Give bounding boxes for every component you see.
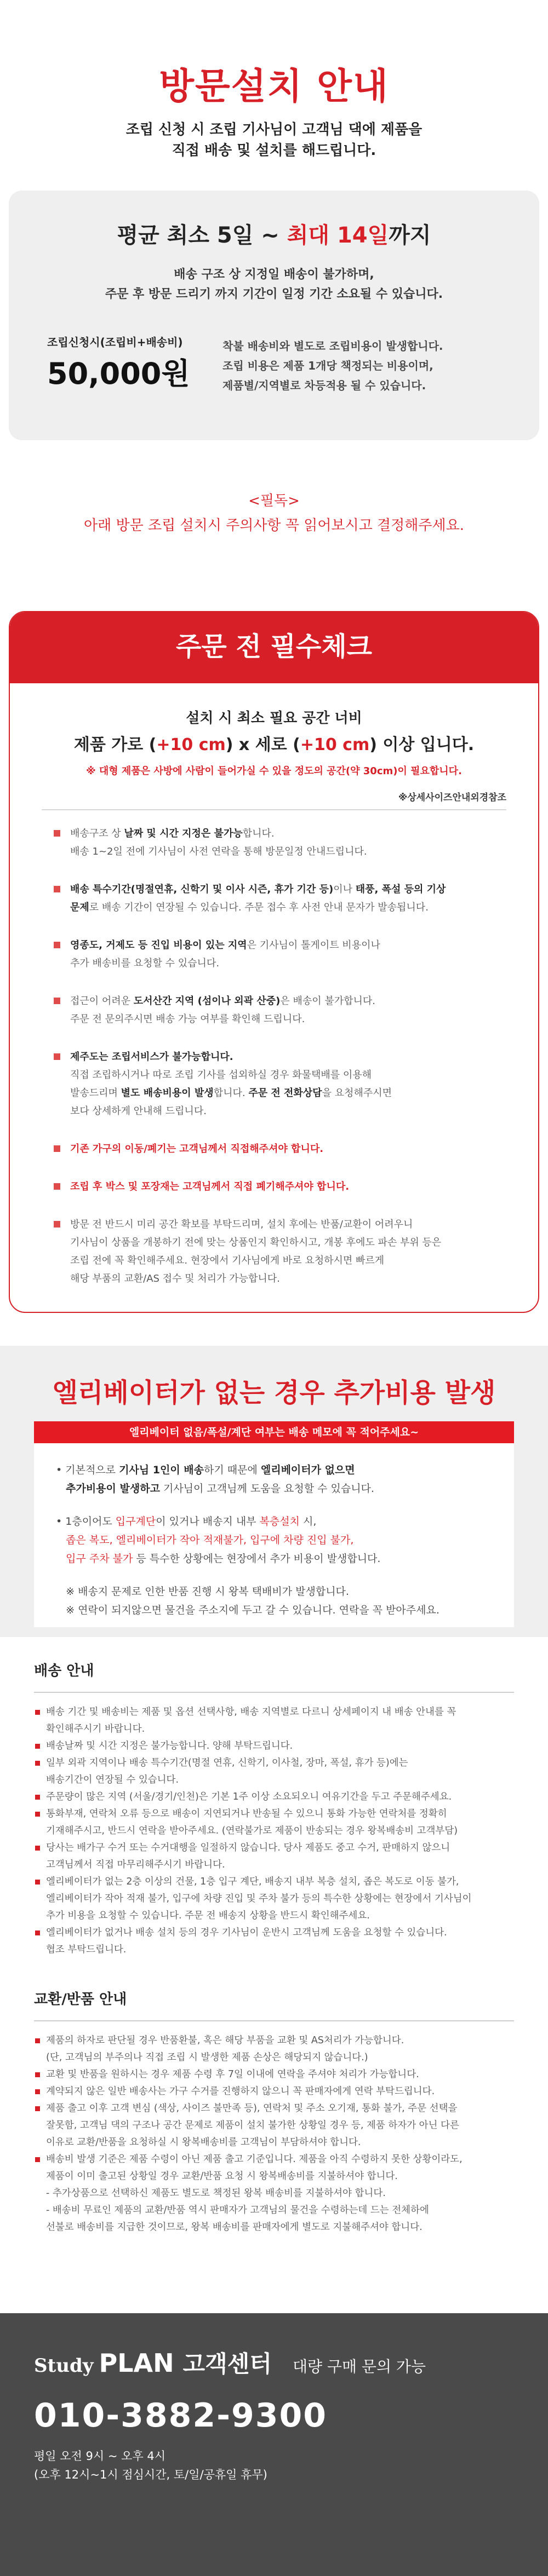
phone-number[interactable]: 010-3882-9300: [34, 2396, 328, 2435]
bullet-icon: [35, 1795, 40, 1800]
bold: 기사님 1인이 배송: [119, 1464, 204, 1476]
item-bold: 문제: [70, 902, 89, 913]
info-line: 일부 외곽 지역이나 배송 특수기간(명절 연휴, 신학기, 이사철, 장마, 폭설, 휴가 등)에는: [46, 1757, 408, 1768]
checklist-item: [54, 992, 506, 1028]
item-warning: 조립 후 박스 및 포장재는 고객님께서 직접 폐기해주셔야 합니다.: [70, 1181, 350, 1192]
delivery-info-title: 배송 안내: [34, 1660, 514, 1693]
red-text: 입구계단: [115, 1515, 156, 1528]
text: 등 특수한 상황에는 현장에서 추가 비용이 발생합니다.: [133, 1553, 381, 1565]
fee-note: 착불 배송비와 별도로 조립비용이 발생합니다.: [222, 339, 443, 353]
fee-note: 제품별/지역별로 차등적용 될 수 있습니다.: [222, 379, 426, 392]
indent: [56, 1483, 66, 1495]
assembly-fee-amount: 50,000원: [47, 356, 190, 391]
item-text: 접근이 어려운: [70, 995, 134, 1007]
delivery-info-section: [0, 1660, 548, 1989]
item-text: 은 기사님이 톨게이트 비용이나: [247, 940, 380, 951]
elevator-surcharge-section: [0, 1346, 548, 1637]
assembly-fee-notes: [222, 334, 443, 395]
assembly-fee-row: [9, 334, 539, 395]
checklist-header: [10, 612, 538, 683]
bold: 엘리베이터가 없으면: [260, 1464, 355, 1476]
checklist-item: [54, 880, 506, 917]
item-bold: 날짜 및 시간 지정은 불가능: [124, 828, 243, 839]
info-line: 제품의 하자로 판단될 경우 반품환불, 혹은 해당 부품을 교환 및 AS처리가 가능합니다.: [46, 2035, 404, 2046]
checklist-body: [10, 683, 538, 1288]
indent: [56, 1553, 66, 1565]
info-line: 계약되지 않은 일반 배송사는 가구 수거를 진행하지 않으니 꼭 판매자에게 연락 부탁드립니다.: [46, 2086, 435, 2097]
period-suffix: 까지: [389, 223, 431, 248]
info-line: 배송 기간 및 배송비는 제품 및 옵션 선택사항, 배송 지역별로 다르니 상세페이지 내 배송 안내를 꼭: [46, 1707, 456, 1718]
bullet-icon: [35, 2106, 40, 2111]
text: 1층이어도: [65, 1515, 116, 1528]
checklist-item: [54, 936, 506, 972]
item-bold: 배송 특수기간: [70, 884, 131, 895]
item-text: 합니다.: [213, 1087, 249, 1099]
item-text: 주문 전 문의주시면 배송 가능 여부를 확인해 드립니다.: [70, 1013, 305, 1025]
space-requirement-formula: [42, 733, 506, 758]
bullet-icon: [35, 1880, 40, 1885]
text: 시,: [300, 1515, 317, 1528]
text: ※ 연락이 되지않으면 물건을 주소지에 두고 갈 수 있습니다. 연락을 꼭 받아주세요.: [66, 1604, 439, 1616]
info-line: 엘리베이터가 없거나 배송 설치 등의 경우 기사님이 운반시 고객님께 도움을 요청할 수 있습니다.: [46, 1927, 447, 1938]
info-line: 배송비 발생 기준은 제품 수령이 아닌 제품 출고 기준입니다. 제품을 아직 수령하지 못한 상황이라도,: [46, 2154, 463, 2165]
item-bold: (명절연휴, 신학기 및 이사 시즌, 휴가 기간 등): [130, 884, 334, 895]
info-list-item: [34, 2100, 514, 2151]
bold: 추가비용이 발생하고: [66, 1483, 160, 1495]
bullet-icon: [35, 1761, 40, 1766]
fee-note: 조립 비용은 제품 1개당 책정되는 비용이며,: [222, 359, 433, 372]
info-list-item: [34, 1806, 514, 1840]
item-text: 발송드리며: [70, 1087, 121, 1099]
item-text: 이나: [333, 884, 356, 895]
text: 기본적으로: [65, 1464, 119, 1476]
hours-note: (오후 12시~1시 점심시간, 토/일/공휴일 휴무): [34, 2468, 267, 2481]
business-hours: [34, 2447, 548, 2484]
pre-order-checklist: [9, 611, 539, 1313]
hours-weekday: 평일 오전 9시 ~ 오후 4시: [34, 2450, 165, 2463]
exchange-info-section: [0, 1989, 548, 2313]
item-bold: 영종도, 거제도 등 진입 비용이 있는 지역: [70, 940, 247, 951]
text: ※ 배송지 문제로 인한 반품 진행 시 왕복 택배비가 발생합니다.: [66, 1586, 349, 1598]
red-text: 좁은 복도, 엘리베이터가 작아 적재불가, 입구에 차량 진입 불가,: [66, 1534, 354, 1546]
info-line: 잘못함, 고객님 댁의 구조나 공간 문제로 제품이 설치 불가한 상황일 경우 등, 제품 하자가 아닌 다른: [46, 2120, 459, 2131]
item-text: 추가 배송비를 요청할 수 있습니다.: [70, 958, 220, 969]
info-line: 제품 출고 이후 고객 변심 (색상, 사이즈 불만족 등), 연락처 및 주소 오기재, 통화 불가, 주문 선택을: [46, 2103, 458, 2114]
item-text: 직접 조립하시거나 따로 조립 기사를 섭외하실 경우 화물택배를 이용해: [70, 1069, 372, 1081]
info-line: 고객님께서 직접 마무리해주시기 바랍니다.: [46, 1859, 225, 1870]
bullet-icon: [35, 2089, 40, 2094]
hero-description: [0, 119, 548, 161]
bullet-icon: [54, 886, 60, 892]
info-list-item: [34, 1755, 514, 1789]
item-text: 배송 1~2일 전에 기사님이 사전 연락을 통해 방문일정 안내드립니다.: [70, 846, 367, 857]
info-line: 기재해주시고, 반드시 연락을 받아주세요. (연락불가로 제품이 반송되는 경우 왕복배송비 고객부담): [46, 1825, 458, 1836]
customer-center-footer: [0, 2313, 548, 2576]
info-line: 확인해주시기 바랍니다.: [46, 1724, 145, 1734]
space-requirement-title: 설치 시 최소 필요 공간 너비: [186, 710, 362, 727]
info-list-item: [34, 1840, 514, 1874]
info-line: 선불로 배송비를 지급한 것이므로, 왕복 배송비를 판매자에게 별도로 지불해주셔야 합니다.: [46, 2222, 423, 2233]
assembly-fee-label: 조립신청시(조립비+배송비): [47, 336, 183, 349]
size-reference-note: ※상세사이즈안내외경참조: [398, 792, 506, 803]
formula-width-margin: +10 cm: [156, 735, 226, 754]
info-list-item: [34, 2066, 514, 2083]
red-text: 복층설치: [259, 1515, 300, 1528]
bullet-icon: [35, 2072, 40, 2077]
exchange-info-title: 교환/반품 안내: [34, 1989, 514, 2021]
item-text: 합니다.: [242, 828, 275, 839]
bullet-icon: [54, 1053, 60, 1060]
info-line: 배송날짜 및 시간 지정은 불가능합니다. 양해 부탁드립니다.: [46, 1741, 293, 1751]
exchange-info-list: [34, 2021, 514, 2236]
customer-center-label: 고객센터: [182, 2350, 272, 2377]
bullet-icon: [54, 942, 60, 948]
info-line: 추가 비용을 요청할 수 있습니다. 주문 전 배송지 상황을 반드시 확인해주세요.: [46, 1910, 370, 1921]
checklist-item: [54, 825, 506, 861]
spacer: [56, 1498, 492, 1512]
info-list-item: [34, 1738, 514, 1755]
item-bold: 제주도는 조립서비스가 불가능합니다.: [70, 1051, 233, 1063]
info-line: 이유로 교환/반품을 요청하실 시 왕복배송비를 고객님이 부담하셔야 합니다.: [46, 2137, 361, 2148]
info-list-item: [34, 2151, 514, 2236]
item-text: 은 배송이 불가합니다.: [280, 995, 375, 1007]
item-text: 해당 부품의 교환/AS 접수 및 처리가 가능합니다.: [70, 1273, 280, 1284]
brand-logo-plan: PLAN: [99, 2348, 174, 2378]
formula-part: 제품 가로 (: [73, 735, 157, 754]
info-line: 통화부재, 연락처 오류 등으로 배송이 지연되거나 반송될 수 있으니 통화 가능한 연락처를 정확히: [46, 1808, 447, 1819]
delivery-period-desc: [9, 265, 539, 304]
checklist-item: [54, 1140, 506, 1158]
info-list-item: [34, 1874, 514, 1924]
bullet-icon: [54, 998, 60, 1004]
bullet-icon: [35, 1846, 40, 1851]
info-line: (단, 고객님의 부주의나 직접 조립 시 발생한 제품 손상은 해당되지 않습니다.): [46, 2052, 368, 2063]
checklist-items: [42, 810, 506, 1288]
bullet-icon: [54, 830, 60, 837]
item-bold: 주문 전 전화상담: [248, 1087, 322, 1099]
item-text: 을 요청해주시면: [322, 1087, 392, 1099]
elevator-paragraph: [56, 1512, 492, 1568]
info-list-item: [34, 2083, 514, 2100]
info-line: 엘리베이터가 작아 적재 불가, 입구에 차량 진입 및 주차 불가 등의 특수한 상황에는 현장에서 기사님이: [46, 1893, 472, 1904]
bullet-icon: [35, 1930, 40, 1935]
spacer: [56, 1568, 492, 1582]
must-read-label: <필독>: [248, 493, 300, 509]
elevator-paragraph: [56, 1461, 492, 1498]
elevator-note: [56, 1582, 492, 1620]
indent: [56, 1534, 66, 1546]
period-max: 최대 14일: [287, 223, 389, 248]
must-read-text: 아래 방문 조립 설치시 주의사항 꼭 읽어보시고 결정해주세요.: [83, 517, 465, 534]
bullet-icon: [35, 2038, 40, 2043]
info-line: - 배송비 무료인 제품의 교환/반품 역시 판매자가 고객님의 물건을 수령하는데 드는 전체하에: [46, 2205, 429, 2216]
hero-desc-line-1: 조립 신청 시 조립 기사님이 고객님 댁에 제품을: [125, 122, 423, 138]
hero-desc-line-2: 직접 배송 및 설치를 해드립니다.: [172, 142, 376, 159]
hero-section: [0, 0, 548, 175]
bulk-order-note: 대량 구매 문의 가능: [292, 2358, 426, 2376]
info-list-item: [34, 1704, 514, 1738]
info-list-item: [34, 2032, 514, 2066]
text: 이 있거나 배송지 내부: [156, 1515, 260, 1528]
info-list-item: [34, 1789, 514, 1806]
checklist-title: 주문 전 필수체크: [176, 631, 372, 662]
delivery-period-title: [9, 219, 539, 252]
elevator-title: 엘리베이터가 없는 경우 추가비용 발생: [52, 1378, 496, 1408]
info-line: 제품이 이미 출고된 상황일 경우 교환/반품 요청 시 왕복배송비를 지불하셔야 합니다.: [46, 2171, 398, 2182]
formula-part: ) 이상 입니다.: [369, 735, 475, 754]
item-text: 배송구조 상: [70, 828, 124, 839]
indent: [56, 1586, 66, 1598]
delivery-period-box: [9, 191, 539, 440]
item-text: 방문 전 반드시 미리 공간 확보를 부탁드리며, 설치 후에는 반품/교환이 어려우니: [70, 1219, 413, 1230]
delivery-info-list: [34, 1693, 514, 1958]
assembly-fee-block: [47, 334, 222, 395]
item-text: 기사님이 상품을 개봉하기 전에 맞는 상품인지 확인하시고, 개봉 후에도 파손 부위 등은: [70, 1237, 442, 1248]
text: 하기 때문에: [204, 1464, 261, 1476]
item-text: 보다 상세하게 안내해 드립니다.: [70, 1105, 207, 1117]
bullet-icon: [54, 1221, 60, 1228]
item-bold: 별도 배송비용이 발생: [121, 1087, 214, 1099]
info-list-item: [34, 1924, 514, 1958]
period-min: 평균 최소 5일 ~: [117, 223, 287, 248]
info-line: 주문량이 많은 지역 (서울/경기/인천)은 기본 1주 이상 소요되오니 여유기간을 두고 주문해주세요.: [46, 1791, 452, 1802]
formula-height-margin: +10 cm: [300, 735, 370, 754]
text: 기사님이 고객님께 도움을 요청할 수 있습니다.: [159, 1483, 374, 1495]
formula-part: ) x 세로 (: [225, 735, 300, 754]
large-item-warning: ※ 대형 제품은 사방에 사람이 들어가실 수 있을 정도의 공간(약 30cm)이 필요합니다.: [86, 765, 462, 777]
bullet-icon: [35, 1744, 40, 1749]
brand-logo-study: Study: [34, 2355, 94, 2377]
item-text: 로 배송 기간이 연장될 수 있습니다. 주문 접수 후 사전 안내 문자가 발송됩니다.: [89, 902, 429, 913]
item-text: 조립 전에 꼭 확인해주세요. 현장에서 기사님에게 바로 요청하시면 빠르게: [70, 1255, 385, 1266]
page-title: 방문설치 안내: [159, 65, 389, 107]
checklist-item: [54, 1215, 506, 1288]
elevator-strip: 엘리베이터 없음/폭설/계단 여부는 배송 메모에 꼭 적어주세요~: [34, 1421, 514, 1443]
period-desc-line-2: 주문 후 방문 드리기 까지 기간이 일정 기간 소요될 수 있습니다.: [105, 287, 443, 301]
bullet-icon: [35, 2157, 40, 2162]
checklist-item: [54, 1178, 506, 1196]
bullet-icon: [54, 1145, 60, 1152]
info-line: 협조 부탁드립니다.: [46, 1944, 127, 1955]
bullet-icon: [54, 1183, 60, 1190]
red-text: 입구 주차 불가: [66, 1553, 133, 1565]
item-warning: 기존 가구의 이동/폐기는 고객님께서 직접해주셔야 합니다.: [70, 1143, 324, 1155]
bullet-dot: •: [56, 1515, 66, 1528]
must-read-notice: [0, 491, 548, 611]
checklist-item: [54, 1048, 506, 1120]
info-line: 배송기간이 연장될 수 있습니다.: [46, 1774, 179, 1785]
item-bold: 도서산간 지역 (섬이나 외곽 산중): [133, 995, 281, 1007]
info-line: 교환 및 반품을 원하시는 경우 제품 수령 후 7일 이내에 연락을 주셔야 처리가 가능합니다.: [46, 2069, 419, 2080]
item-bold: 태풍, 폭설 등의 기상: [355, 884, 446, 895]
period-desc-line-1: 배송 구조 상 지정일 배송이 불가하며,: [174, 268, 374, 281]
bullet-icon: [35, 1710, 40, 1715]
info-line: - 추가상품으로 선택하신 제품도 별도로 책정된 왕복 배송비를 지불하셔야 합니다.: [46, 2188, 386, 2199]
bullet-icon: [35, 1812, 40, 1817]
elevator-body: [34, 1443, 514, 1627]
indent: [56, 1604, 66, 1616]
info-line: 당사는 배가구 수거 또는 수거대행을 일절하지 않습니다. 당사 제품도 중고 수거, 판매하지 않으니: [46, 1842, 450, 1853]
info-line: 엘리베이터가 없는 2층 이상의 건물, 1층 입구 계단, 배송지 내부 복층 설치, 좁은 복도로 이동 불가,: [46, 1876, 459, 1887]
brand-row: [34, 2346, 548, 2379]
bullet-dot: •: [56, 1464, 66, 1476]
